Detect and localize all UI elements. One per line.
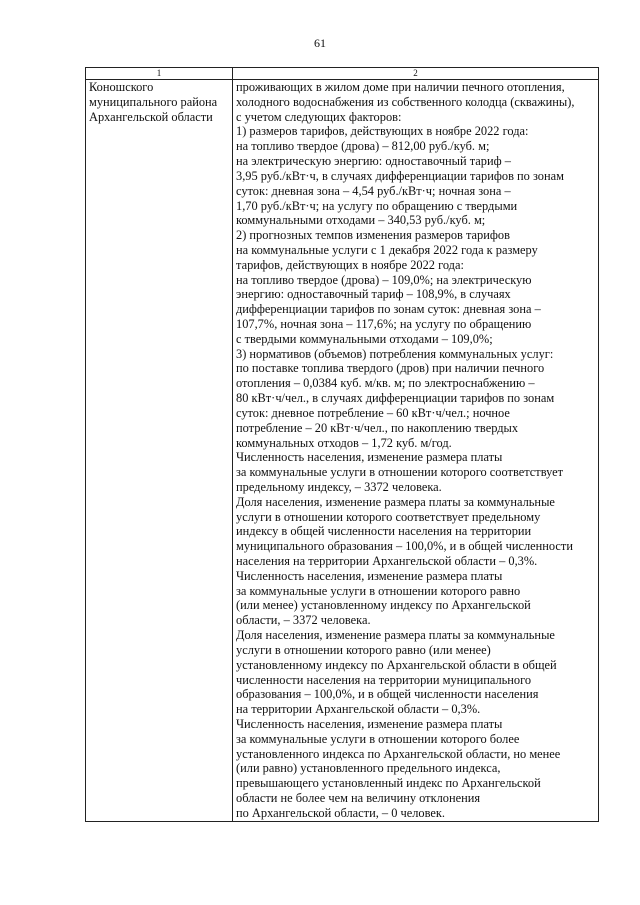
region-cell	[86, 80, 233, 822]
text-line: 3,95 руб./кВт·ч, в случаях дифференциации тарифов по зонам	[236, 168, 564, 183]
text-line: установленного индекса по Архангельской области, но менее	[236, 746, 561, 761]
text-line: установленному индексу по Архангельской области в общей	[236, 657, 557, 672]
text-line: по Архангельской области, – 0 человек.	[236, 805, 446, 820]
text-line: холодного водоснабжения из собственного колодца (скважины),	[236, 94, 575, 109]
page-number: 61	[314, 36, 326, 50]
text-line: дифференциации тарифов по зонам суток: дневная зона –	[236, 302, 541, 317]
text-line: за коммунальные услуги в отношении которого более	[236, 731, 520, 746]
region-line: Архангельской области	[89, 109, 213, 124]
text-line: на территории Архангельской области – 0,3%.	[236, 702, 481, 717]
text-line: 80 кВт·ч/чел., в случаях дифференциации тарифов по зонам	[236, 391, 555, 406]
text-line: 3) нормативов (объемов) потребления коммунальных услуг:	[236, 346, 554, 361]
text-line: населения на территории Архангельской области – 0,3%.	[236, 554, 538, 568]
text-line: (или равно) установленного предельного индекса,	[236, 761, 501, 776]
text-line: 1) размеров тарифов, действующих в ноябре 2022 года:	[236, 124, 529, 139]
text-line: услуги в отношении которого равно (или менее)	[236, 642, 491, 657]
text-line: коммунальными отходами – 340,53 руб./куб. м;	[236, 213, 486, 228]
text-line: численности населения на территории муниципального	[236, 672, 532, 687]
table-header-row	[86, 68, 599, 80]
text-line: с твердыми коммунальными отходами – 109,0%;	[236, 331, 493, 346]
text-line: на коммунальные услуги с 1 декабря 2022 года к размеру	[236, 242, 538, 257]
text-line: (или менее) установленному индексу по Архангельской	[236, 598, 531, 613]
text-line: коммунальных отходов – 1,72 куб. м/год.	[236, 435, 452, 450]
text-line: Доля населения, изменение размера платы за коммунальные	[236, 494, 555, 509]
text-line: образования – 100,0%, и в общей численности населения	[236, 687, 539, 702]
region-line: муниципального района	[89, 94, 218, 109]
text-line: тарифов, действующих в ноябре 2022 года:	[236, 257, 464, 272]
text-line: 107,7%, ночная зона – 117,6%; на услугу по обращению	[236, 317, 532, 331]
text-line: 2) прогнозных темпов изменения размеров тарифов	[236, 228, 510, 243]
text-line: отопления – 0,0384 куб. м/кв. м; по электроснабжению –	[236, 376, 535, 391]
text-line: по поставке топлива твердого (дров) при наличии печного	[236, 361, 545, 376]
text-line: на электрическую энергию: одноставочный тариф –	[236, 154, 511, 169]
text-line: предельному индексу, – 3372 человека.	[236, 479, 442, 494]
text-line: 1,70 руб./кВт·ч; на услугу по обращению с твердыми	[236, 198, 518, 213]
text-line: Численность населения, изменение размера платы	[236, 450, 503, 465]
region-line: Коношского	[89, 80, 154, 94]
text-line: области не более чем на величину отклонения	[236, 791, 481, 805]
text-line: суток: дневное потребление – 60 кВт·ч/чел.; ночное	[236, 405, 510, 420]
text-line: муниципального образования – 100,0%, и в общей численности	[236, 539, 573, 554]
text-line: за коммунальные услуги в отношении которого равно	[236, 583, 521, 598]
text-line: на топливо твердое (дрова) – 109,0%; на электрическую	[236, 272, 532, 287]
column-header-1: 1	[86, 68, 233, 80]
text-line: индексу в общей численности населения на территории	[236, 524, 532, 539]
text-line: потребление – 20 кВт·ч/чел., по накоплению твердых	[236, 420, 519, 435]
text-line: на топливо твердое (дрова) – 812,00 руб./куб. м;	[236, 139, 490, 154]
document-table	[85, 67, 599, 822]
text-line: Численность населения, изменение размера платы	[236, 568, 503, 583]
text-line: суток: дневная зона – 4,54 руб./кВт·ч; ночная зона –	[236, 183, 511, 198]
text-line: Доля населения, изменение размера платы за коммунальные	[236, 628, 555, 643]
column-header-2: 2	[233, 68, 599, 80]
text-line: услуги в отношении которого соответствует предельному	[236, 509, 541, 524]
description-cell	[233, 80, 599, 822]
text-line: энергию: одноставочный тариф – 108,9%, в случаях	[236, 287, 511, 302]
table-row	[86, 80, 599, 822]
text-line: Численность населения, изменение размера платы	[236, 716, 503, 731]
text-line: с учетом следующих факторов:	[236, 109, 402, 124]
text-line: превышающего установленный индекс по Архангельской	[236, 776, 541, 791]
text-line: проживающих в жилом доме при наличии печного отопления,	[236, 80, 565, 94]
text-line: за коммунальные услуги в отношении которого соответствует	[236, 465, 564, 480]
text-line: области, – 3372 человека.	[236, 613, 371, 628]
